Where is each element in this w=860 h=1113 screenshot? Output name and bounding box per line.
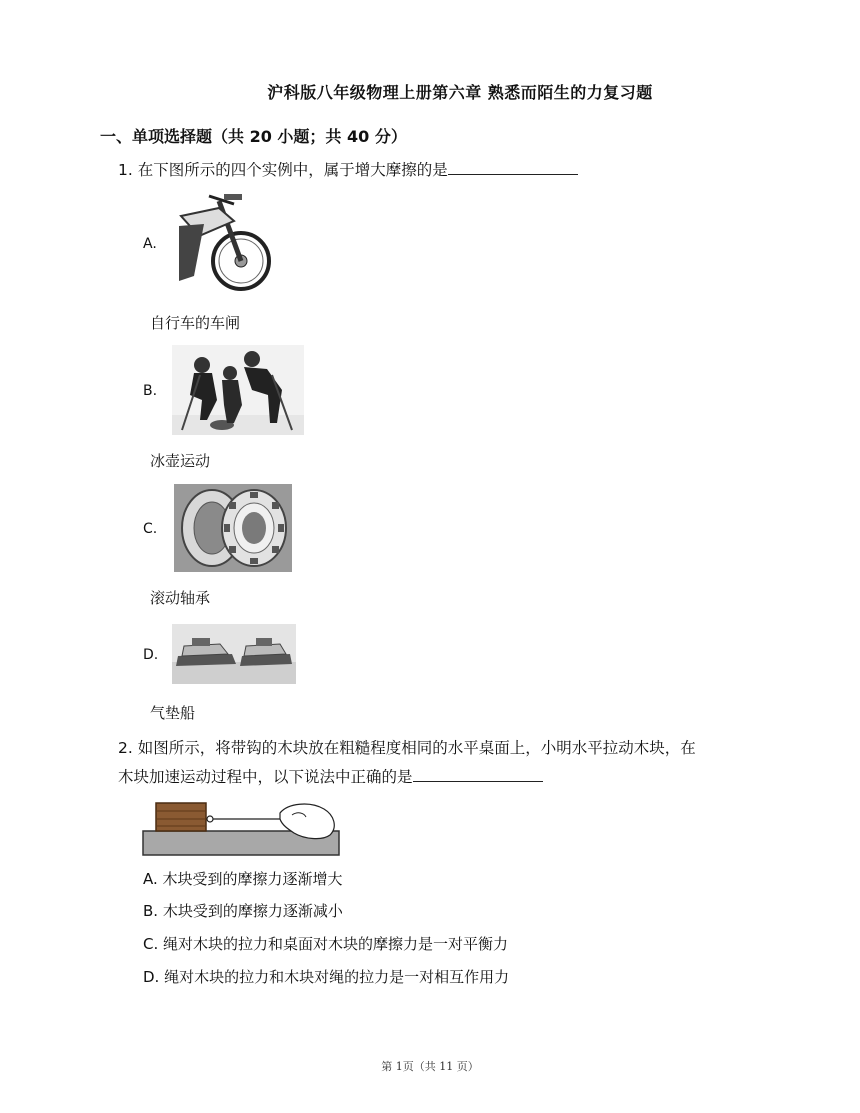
- question-1: [118, 156, 578, 184]
- q2-option-c: C. 绳对木块的拉力和桌面对木块的摩擦力是一对平衡力: [143, 935, 509, 953]
- page-footer: 第 1页（共 11 页）: [381, 1060, 479, 1073]
- bearing-image: [174, 484, 292, 572]
- option-c-letter: C.: [143, 521, 158, 537]
- hovercraft-image: [172, 624, 296, 684]
- question-2-text: 木块加速运动过程中，以下说法中正确的是: [118, 768, 413, 786]
- question-2-line-1: 2. 如图所示，将带钩的木块放在粗糙程度相同的水平桌面上，小明水平拉动木块，在: [118, 739, 696, 757]
- motorbike-image: [179, 186, 279, 296]
- q2-option-d: D. 绳对木块的拉力和木块对绳的拉力是一对相互作用力: [143, 968, 510, 986]
- q2-option-b: B. 木块受到的摩擦力逐渐减小: [143, 902, 343, 920]
- option-a-caption: 自行车的车闸: [150, 314, 241, 332]
- page-title: 沪科版八年级物理上册第六章 熟悉而陌生的力复习题: [267, 83, 653, 102]
- question-1-text: 1. 在下图所示的四个实例中，属于增大摩擦的是: [118, 161, 448, 179]
- q2-option-a: A. 木块受到的摩擦力逐渐增大: [143, 870, 343, 888]
- option-a-letter: A.: [143, 236, 157, 252]
- section-heading: 一、单项选择题（共 20 小题；共 40 分）: [100, 127, 407, 146]
- question-2-line-2: [118, 763, 543, 791]
- option-d-letter: D.: [143, 647, 159, 663]
- block-pull-diagram: [142, 795, 342, 857]
- option-b-letter: B.: [143, 383, 158, 399]
- answer-blank: [448, 160, 578, 175]
- option-d-caption: 气垫船: [150, 704, 196, 722]
- option-b-caption: 冰壶运动: [150, 452, 211, 470]
- option-c-caption: 滚动轴承: [150, 589, 211, 607]
- answer-blank: [413, 767, 543, 782]
- curling-image: [172, 345, 304, 435]
